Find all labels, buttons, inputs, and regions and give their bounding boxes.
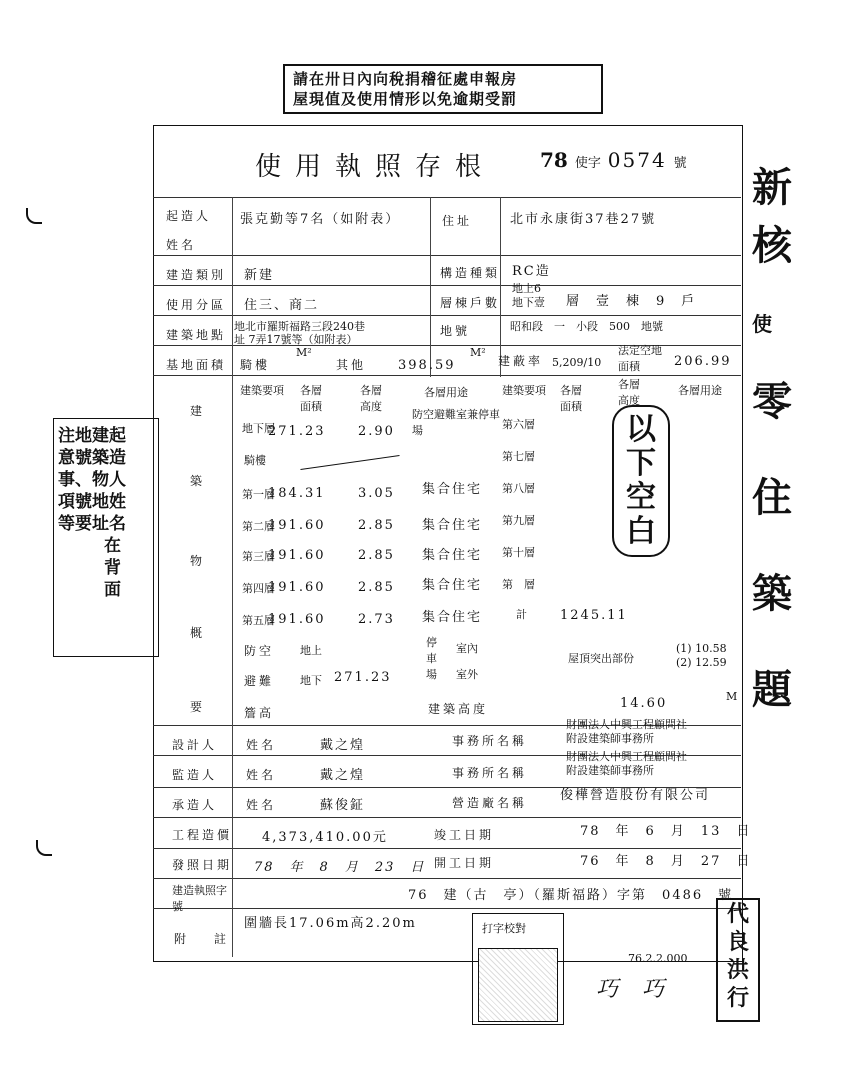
col-header: 各層面積 <box>300 384 322 413</box>
section-char: 物 <box>190 554 206 568</box>
designer-name: 戴之煌 <box>320 738 366 753</box>
open-space-label: 法定空地面積 <box>618 344 662 373</box>
contractor-label: 承造人 <box>172 798 218 812</box>
floors-value: 層 壹 棟 9 戶 <box>566 294 697 309</box>
side-line: 注地建起 <box>58 426 126 446</box>
punch-hole-mark <box>26 208 42 224</box>
address-value: 北市永康街37巷27號 <box>510 212 657 227</box>
delegate-stamp: 代良洪行 <box>716 898 760 1022</box>
right-edge-text <box>752 140 832 738</box>
floor-use: 集合住宅 <box>422 578 483 593</box>
other-label: 其他 <box>336 358 367 372</box>
floors-label: 層棟戶數 <box>440 296 501 310</box>
side-line: 項號地姓 <box>58 492 126 512</box>
supervisor-firm-label: 事務所名稱 <box>452 766 528 780</box>
base-area-label: 基地面積 <box>166 358 227 372</box>
cost-label: 工程造價 <box>172 828 233 842</box>
height-value: 14.60 <box>620 696 668 711</box>
parking-outdoor: 室外 <box>456 668 478 681</box>
permit-suffix: 號 <box>673 156 687 171</box>
start-value: 76 年 8 月 27 日 <box>580 854 752 869</box>
shelter-label: 防空 <box>244 644 275 658</box>
structure-label: 構造種類 <box>440 266 501 280</box>
shelter-value: 271.23 <box>334 670 392 685</box>
floor-height: 2.90 <box>358 424 395 439</box>
start-label: 開工日期 <box>434 856 495 870</box>
floor-use: 集合住宅 <box>422 482 483 497</box>
designer-firm-2: 附設建築師事務所 <box>566 732 654 745</box>
parking-indoor: 室內 <box>456 642 478 655</box>
floor-area: 191.60 <box>268 518 326 533</box>
floor-height: 3.05 <box>358 486 395 501</box>
other-value: 398.59 <box>398 358 456 373</box>
side-line: 意號築造 <box>58 448 126 468</box>
floor-area: 271.23 <box>268 424 326 439</box>
floor-height: 2.73 <box>358 612 395 627</box>
contractor-name-label: 姓名 <box>246 798 277 812</box>
col-header: 各層面積 <box>560 384 582 413</box>
height-unit: M <box>726 690 738 703</box>
check-label: 打字校對 <box>482 922 526 935</box>
shelter-label-2: 避難 <box>244 674 275 688</box>
floor-label: 第一層 <box>242 488 275 501</box>
col-header: 建築要項 <box>240 384 284 397</box>
supervisor-firm-1: 財團法人中興工程顧問社 <box>566 750 687 763</box>
right-floor-label: 第十層 <box>502 546 535 559</box>
arcade-label: 騎樓 <box>240 358 271 372</box>
floor-use: 集合住宅 <box>422 610 483 625</box>
side-line: 面 <box>104 580 121 600</box>
zone-label: 使用分區 <box>166 298 227 312</box>
side-line: 背 <box>104 558 121 578</box>
floor-use: 集合住宅 <box>422 518 483 533</box>
contractor-name: 蘇俊鉦 <box>320 798 366 813</box>
build-type-value: 新建 <box>244 268 275 283</box>
signature-1: 巧 <box>596 977 619 1002</box>
edge-char: 零 <box>752 378 792 425</box>
notice-line-1: 請在卅日內向稅捐稽征處申報房 <box>293 70 518 88</box>
shelter-below: 地下 <box>300 674 322 687</box>
lot-label: 地號 <box>440 324 471 338</box>
seal-area <box>478 948 558 1022</box>
permit-serial: 0574 <box>607 148 667 172</box>
col-header: 各層高度 <box>360 384 382 413</box>
floors-value-above: 地上6 <box>512 282 541 295</box>
roof-value-1: (1) 10.58 <box>676 642 727 655</box>
eave-label: 簷高 <box>244 706 275 720</box>
col-header: 各層用途 <box>678 384 722 397</box>
supervisor-firm-2: 附設建築師事務所 <box>566 764 654 777</box>
floor-use: 防空避難室兼停車場 <box>412 408 500 437</box>
site-label: 建築地點 <box>166 328 227 342</box>
floor-area: 191.60 <box>268 612 326 627</box>
height-label: 建築高度 <box>428 702 489 716</box>
col-header: 建築要項 <box>502 384 546 397</box>
permit-year: 78 <box>540 148 568 172</box>
right-floor-label: 第九層 <box>502 514 535 527</box>
edge-char: 核 <box>752 222 792 269</box>
floor-height: 2.85 <box>358 518 395 533</box>
permit-label: 建造執照字號 <box>172 884 227 913</box>
contractor-firm-label: 營造廠名稱 <box>452 796 528 810</box>
cost-value: 4,373,410.00元 <box>262 830 388 845</box>
lot-value: 昭和段 一 小段 500 地號 <box>510 320 663 333</box>
arcade-unit: M² <box>296 346 312 359</box>
edge-char: 新 <box>752 164 792 211</box>
shelter-above: 地上 <box>300 644 322 657</box>
note-value: 圍牆長17.06m高2.20m <box>244 916 417 931</box>
roof-value-2: (2) 12.59 <box>676 656 727 669</box>
signature-2: 巧 <box>642 977 665 1002</box>
right-floor-label: 第七層 <box>502 450 535 463</box>
coverage-value: 5,209/10 <box>552 356 602 369</box>
zone-value: 住三、商二 <box>244 298 320 313</box>
note-label: 附註 <box>174 932 255 946</box>
site-value-line1: 地北市羅斯福路三段240巷 <box>234 320 365 333</box>
designer-name-label: 姓名 <box>246 738 277 752</box>
parking-label: 停車場 <box>426 636 437 681</box>
issue-label: 發照日期 <box>172 858 233 872</box>
designer-firm-label: 事務所名稱 <box>452 734 528 748</box>
floor-label: 地下層 <box>242 422 275 435</box>
supervisor-name: 戴之煌 <box>320 768 366 783</box>
completion-value: 78 年 6 月 13 日 <box>580 824 752 839</box>
right-floor-label: 第六層 <box>502 418 535 431</box>
floor-height: 2.85 <box>358 580 395 595</box>
build-type-label: 建造類別 <box>166 268 227 282</box>
permit-prefix: 使字 <box>574 156 601 171</box>
section-char: 概 <box>190 626 206 640</box>
permit-number <box>540 148 687 172</box>
roof-label: 屋頂突出部份 <box>568 652 634 665</box>
coverage-label: 建蔽率 <box>498 354 544 368</box>
open-space-value: 206.99 <box>674 354 732 369</box>
supervisor-label: 監造人 <box>172 768 218 782</box>
completion-label: 竣工日期 <box>434 828 495 842</box>
builder-label: 起造人 <box>166 209 212 223</box>
supervisor-name-label: 姓名 <box>246 768 277 782</box>
punch-hole-mark <box>36 840 52 856</box>
edge-char: 住 <box>752 474 792 521</box>
other-unit: M² <box>470 346 486 359</box>
issue-value: 78 年 8 月 23 日 <box>254 860 426 875</box>
builder-name-label: 姓名 <box>166 238 197 252</box>
floor-label: 騎樓 <box>244 454 266 467</box>
floor-height: 2.85 <box>358 548 395 563</box>
site-value-line2: 址 7弄17號等（如附表） <box>234 333 358 346</box>
notice-stamp <box>283 64 603 114</box>
right-floor-label: 第 層 <box>502 578 535 591</box>
floors-value-below: 地下壹 <box>512 296 545 309</box>
edge-char: 築 <box>752 570 792 617</box>
floor-area: 191.60 <box>268 548 326 563</box>
section-char: 建 <box>190 404 206 418</box>
structure-value: RC造 <box>512 264 551 279</box>
notice-line-2: 屋現值及使用情形以免逾期受罰 <box>293 90 518 108</box>
builder-value: 張克勤等7名（如附表） <box>240 212 401 227</box>
floor-label: 第二層 <box>242 520 275 533</box>
designer-firm-1: 財團法人中興工程顧問社 <box>566 718 687 731</box>
blank-note: 以下空白 <box>612 405 670 557</box>
form-title: 使用執照存根 <box>255 152 496 182</box>
side-line: 在 <box>104 536 121 556</box>
edge-char: 題 <box>752 666 792 713</box>
col-header: 各層用途 <box>424 386 468 399</box>
floor-use: 集合住宅 <box>422 548 483 563</box>
floor-area: 191.60 <box>268 580 326 595</box>
permit-value: 76 建（古 亭）（羅斯福路）字第 0486 號 <box>408 888 734 903</box>
total-label: 計 <box>516 608 527 621</box>
total-value: 1245.11 <box>560 608 628 623</box>
section-char: 要 <box>190 700 206 714</box>
floor-label: 第三層 <box>242 550 275 563</box>
designer-label: 設計人 <box>172 738 218 752</box>
side-stamp <box>53 418 159 657</box>
contractor-firm: 俊樺營造股份有限公司 <box>560 788 711 803</box>
date-stamp: 76.2.2.000 <box>628 952 688 965</box>
side-line: 等要址名 <box>58 514 126 534</box>
floor-area: 184.31 <box>268 486 326 501</box>
col-header: 各層高度 <box>618 378 640 407</box>
edge-char: 使 <box>752 312 772 336</box>
address-label: 住址 <box>442 214 473 228</box>
section-char: 築 <box>190 474 206 488</box>
floor-label: 第四層 <box>242 582 275 595</box>
floor-label: 第五層 <box>242 614 275 627</box>
side-line: 事、物人 <box>58 470 126 490</box>
right-floor-label: 第八層 <box>502 482 535 495</box>
